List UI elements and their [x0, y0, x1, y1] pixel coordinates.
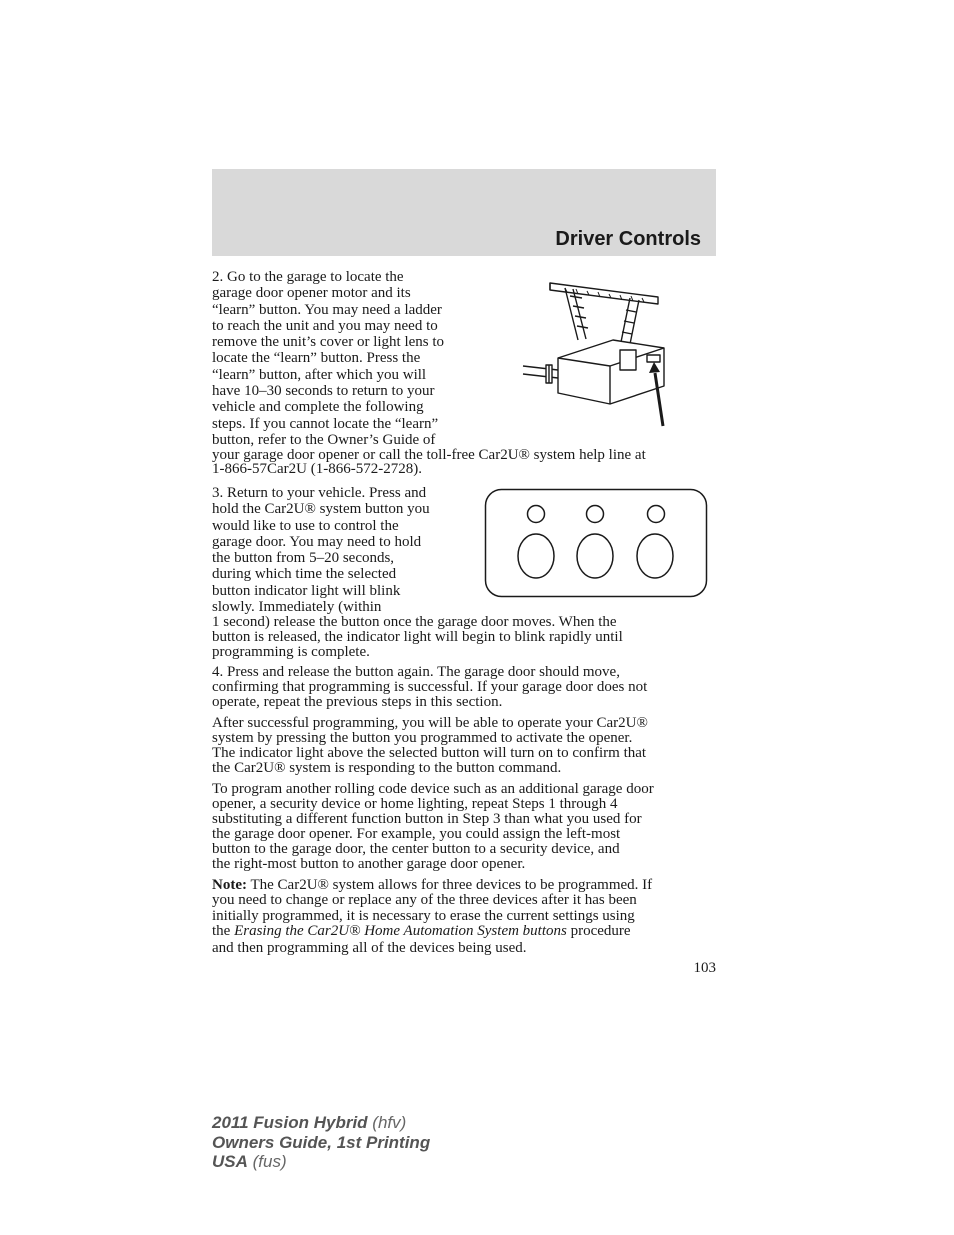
text-line: hold the Car2U® system button you [212, 501, 430, 518]
text-line: button indicator light will blink [212, 582, 401, 599]
text-line: the Car2U® system is responding to the button command. [212, 760, 562, 776]
text-line: 1-866-57Car2U (1-866-572-2728). [212, 461, 422, 478]
text-line: button is released, the indicator light will begin to blink rapidly until [212, 629, 623, 646]
step-4-text [212, 665, 718, 710]
text-line: 1 second) release the button once the garage door moves. When the [212, 614, 617, 631]
footer-edition: Owners Guide, 1st Printing [212, 1132, 431, 1152]
text-line: opener, a security device or home lighting, repeat Steps 1 through 4 [212, 796, 618, 812]
text-line: The indicator light above the selected button will turn on to confirm that [212, 745, 647, 761]
text-line: you need to change or replace any of the three devices after it has been [212, 892, 637, 909]
function-button-center [577, 534, 613, 578]
text-line: procedure [566, 922, 631, 939]
text-line: the right-most button to another garage door opener. [212, 856, 526, 872]
text-line: system by pressing the button you programmed to activate the opener. [212, 730, 633, 746]
text-line: confirming that programming is successful. If your garage door does not [212, 679, 648, 695]
text-line: the [212, 922, 235, 939]
footer-model-code: (hfv) [367, 1113, 407, 1132]
function-button-left [518, 534, 554, 578]
indicator-light-center [587, 506, 604, 523]
text-line: initially programmed, it is necessary to erase the current settings using [212, 907, 635, 924]
text-line: programming is complete. [212, 644, 370, 661]
car2u-button-panel-illustration [484, 488, 710, 600]
text-line: and then programming all of the devices being used. [212, 940, 527, 957]
note-label: Note: [212, 877, 247, 893]
indicator-light-right [648, 506, 665, 523]
text-line: vehicle and complete the following [212, 399, 424, 416]
text-line: 4. Press and release the button again. The garage door should move, [212, 664, 620, 680]
text-line: locate the “learn” button. Press the [212, 350, 421, 367]
text-line: remove the unit’s cover or light lens to [212, 334, 445, 351]
section-header-bar [212, 169, 716, 256]
text-line: to reach the unit and you may need to [212, 317, 438, 334]
procedure-title: Erasing the Car2U® Home Automation System buttons [234, 922, 567, 939]
indicator-light-left [528, 506, 545, 523]
text-line: garage door. You may need to hold [212, 533, 422, 550]
text-line: 2. Go to the garage to locate the [212, 269, 404, 285]
page-number: 103 [693, 960, 716, 976]
text-line: slowly. Immediately (within [212, 599, 382, 616]
text-line: have 10–30 seconds to return to your [212, 383, 435, 400]
text-line: the garage door opener. For example, you could assign the left-most [212, 826, 621, 842]
text-line: garage door opener motor and its [212, 285, 411, 302]
footer-model: 2011 Fusion Hybrid [212, 1113, 368, 1132]
text-line: “learn” button. You may need a ladder [212, 301, 442, 318]
text-line: substituting a different function button in Step 3 than what you used for [212, 811, 642, 827]
function-button-right [637, 534, 673, 578]
document-footer [212, 1113, 430, 1172]
text-line: To program another rolling code device such as an additional garage door [212, 781, 654, 797]
text-line: would like to use to control the [212, 517, 399, 534]
text-line: button to the garage door, the center button to a security device, and [212, 841, 620, 857]
program-another-paragraph [212, 782, 718, 872]
text-line: The Car2U® system allows for three devices to be programmed. If [246, 877, 653, 893]
text-line: “learn” button, after which you will [212, 366, 427, 383]
section-title: Driver Controls [555, 228, 701, 250]
footer-market-code: (fus) [247, 1152, 287, 1171]
text-line: operate, repeat the previous steps in this section. [212, 694, 503, 710]
garage-door-opener-illustration [518, 278, 668, 428]
text-line: After successful programming, you will be able to operate your Car2U® [212, 715, 648, 731]
text-line: button, refer to the Owner’s Guide of [212, 431, 436, 448]
text-line: during which time the selected [212, 566, 397, 583]
text-line: the button from 5–20 seconds, [212, 550, 395, 567]
footer-market: USA [212, 1152, 248, 1171]
text-line: 3. Return to your vehicle. Press and [212, 485, 427, 501]
text-line: your garage door opener or call the toll-free Car2U® system help line at [212, 447, 646, 464]
after-programming-paragraph [212, 716, 718, 776]
text-line: steps. If you cannot locate the “learn” [212, 415, 439, 432]
note-paragraph [212, 878, 718, 956]
